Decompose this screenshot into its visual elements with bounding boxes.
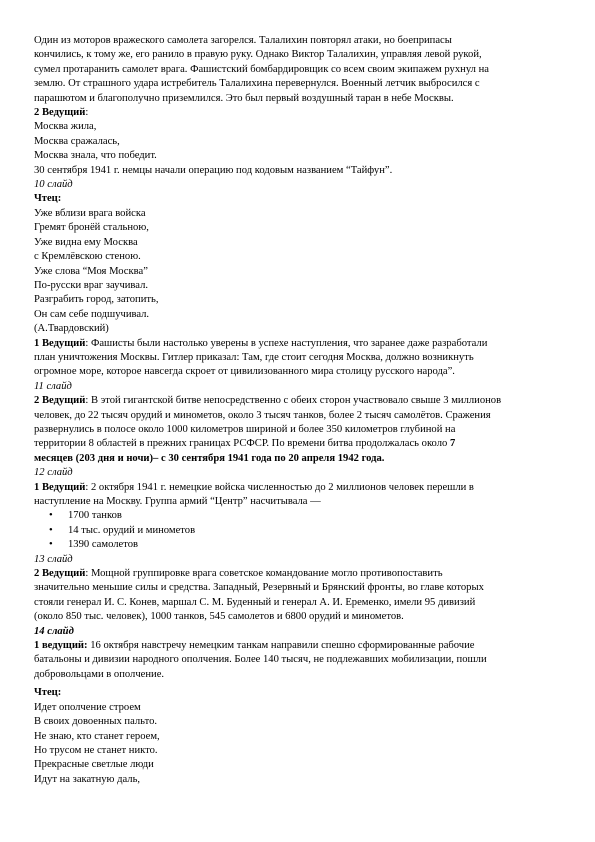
reader-label: Чтец: xyxy=(34,687,62,699)
bold-text: 7 xyxy=(449,438,456,450)
speaker-label: 2 Ведущий xyxy=(34,395,86,407)
poem-line: Он сам себе подшучивал. xyxy=(34,308,150,320)
poem-line: Уже видна ему Москва xyxy=(34,236,138,248)
text-line: : xyxy=(85,107,89,119)
poem-line: Идут на закатную даль, xyxy=(34,773,141,785)
slide-label: 12 слайд xyxy=(34,467,73,479)
slide-label: 11 слайд xyxy=(34,380,72,392)
text-line: сумел протаранить самолет врага. Фашистский бомбардировщик со всем своим экипажем рухнул на xyxy=(34,63,489,75)
text-line: добровольцами в ополчение. xyxy=(34,668,165,680)
text-line: стояли генерал И. С. Конев, маршал С. М. Буденный и генерал А. И. Еременко, имели 95 дивизий xyxy=(34,596,476,608)
text-line: (около 850 тыс. человек), 1000 танков, 545 самолетов и 6800 орудий и минометов. xyxy=(34,611,404,623)
reader-label: Чтец: xyxy=(34,193,62,205)
slide-label: 14 слайд xyxy=(34,625,74,637)
poem-line: Прекрасные светлые люди xyxy=(34,759,154,771)
poem-author: (А.Твардовский) xyxy=(34,323,109,335)
poem-line: Разграбить город, затопить, xyxy=(34,294,159,306)
text-line: территории 8 областей в прежних границах РСФСР. По времени битва продолжалась около xyxy=(34,438,450,450)
text-line: парашютом и благополучно приземлился. Это был первый воздушный таран в небе Москвы. xyxy=(34,92,454,104)
text-line: : Фашисты были настолько уверены в успехе наступления, что заранее даже разработали xyxy=(85,337,488,349)
forces-list xyxy=(34,509,564,552)
text-line: батальоны и дивизии народного ополчения. Более 140 тысяч, не подлежавших мобилизации, пошли xyxy=(34,654,487,666)
text-line: огромное море, которое навсегда скроет от цивилизованного мира столицу русского народа”. xyxy=(34,366,455,378)
text-line: кончились, к тому же, его ранило в правую руку. Однако Виктор Талалихин, управляя левой рукой, xyxy=(34,49,482,61)
paragraph-talalikhin xyxy=(34,34,564,106)
poem-line: По-русски враг заучивал. xyxy=(34,279,149,291)
poem-line: Уже вблизи врага войска xyxy=(34,207,146,219)
text-line: Один из моторов вражеского самолета загорелся. Талалихин повторял атаки, но боеприпасы xyxy=(34,35,452,46)
list-item: • 1390 самолетов xyxy=(34,538,564,552)
slide-label: 10 слайд xyxy=(34,179,73,191)
speaker-label: 1 Ведущий xyxy=(34,337,86,349)
text-line: Москва жила, xyxy=(34,121,97,133)
poem-line: Идет ополчение строем xyxy=(34,701,141,713)
document-body xyxy=(34,34,564,787)
list-item: • 14 тыс. орудий и минометов xyxy=(34,524,564,538)
paragraph-soviet-forces xyxy=(34,567,564,625)
poem-line: с Кремлёвскою стеною. xyxy=(34,251,141,263)
speaker-label: 1 Ведущий xyxy=(34,481,86,493)
text-line: 16 октября навстречу немецким танкам направили спешно сформированные рабочие xyxy=(87,640,475,652)
text-line: значительно меньшие силы и средства. Западный, Резервный и Брянский фронты, во главе которых xyxy=(34,582,484,594)
text-line: : 2 октября 1941 г. немецкие войска численностью до 2 миллионов человек перешли в xyxy=(85,481,474,493)
text-line: развернулись в полосе около 1000 километров шириной и более 350 километров глубиной на xyxy=(34,423,456,435)
poem-line: В своих довоенных пальто. xyxy=(34,716,158,728)
text-line: Москва сражалась, xyxy=(34,135,120,147)
slide-label: 13 слайд xyxy=(34,553,73,565)
paragraph-offensive xyxy=(34,481,564,510)
text-line: : Мощной группировке врага советское командование могло противопоставить xyxy=(85,568,443,580)
speaker-label: 2 Ведущий xyxy=(34,568,86,580)
speaker-label: 2 Ведущий xyxy=(34,107,86,119)
text-line: Москва знала, что победит. xyxy=(34,150,157,162)
bold-text: месяцев (203 дня и ночи)– с 30 сентября 1941 года по 20 апреля 1942 года. xyxy=(34,452,385,464)
speaker-line xyxy=(34,106,564,120)
text-line: : В этой гигантской битве непосредственно с обеих сторон участвовало свыше 3 миллионов xyxy=(85,395,502,407)
text-line: наступление на Москву. Группа армий “Центр” насчитывала — xyxy=(34,496,321,507)
speaker-label: 1 ведущий: xyxy=(34,640,88,652)
poem-line: Уже слова “Моя Москва” xyxy=(34,265,148,277)
text-line: 30 сентября 1941 г. немцы начали операцию под кодовым названием “Тайфун”. xyxy=(34,164,393,176)
paragraph-battle-scale xyxy=(34,394,564,466)
list-item: • 1700 танков xyxy=(34,509,564,523)
poem-line: Гремят бронёй стальною, xyxy=(34,222,149,234)
text-line: землю. От страшного удара истребитель Талалихина перевернулся. Военный летчик выбросился с xyxy=(34,78,480,90)
poem-line: Не знаю, кто станет героем, xyxy=(34,730,160,742)
text-line: человек, до 22 тысяч орудий и минометов, около 3 тысяч танков, более 2 тысяч самолётов. Сражения xyxy=(34,409,491,421)
text-line: план уничтожения Москвы. Гитлер приказал: Там, где стоит сегодня Москва, должно возникнуть xyxy=(34,351,474,363)
paragraph-hitler-plan xyxy=(34,337,564,380)
poem-line: Но трусом не станет никто. xyxy=(34,744,158,756)
paragraph-militia xyxy=(34,639,564,682)
